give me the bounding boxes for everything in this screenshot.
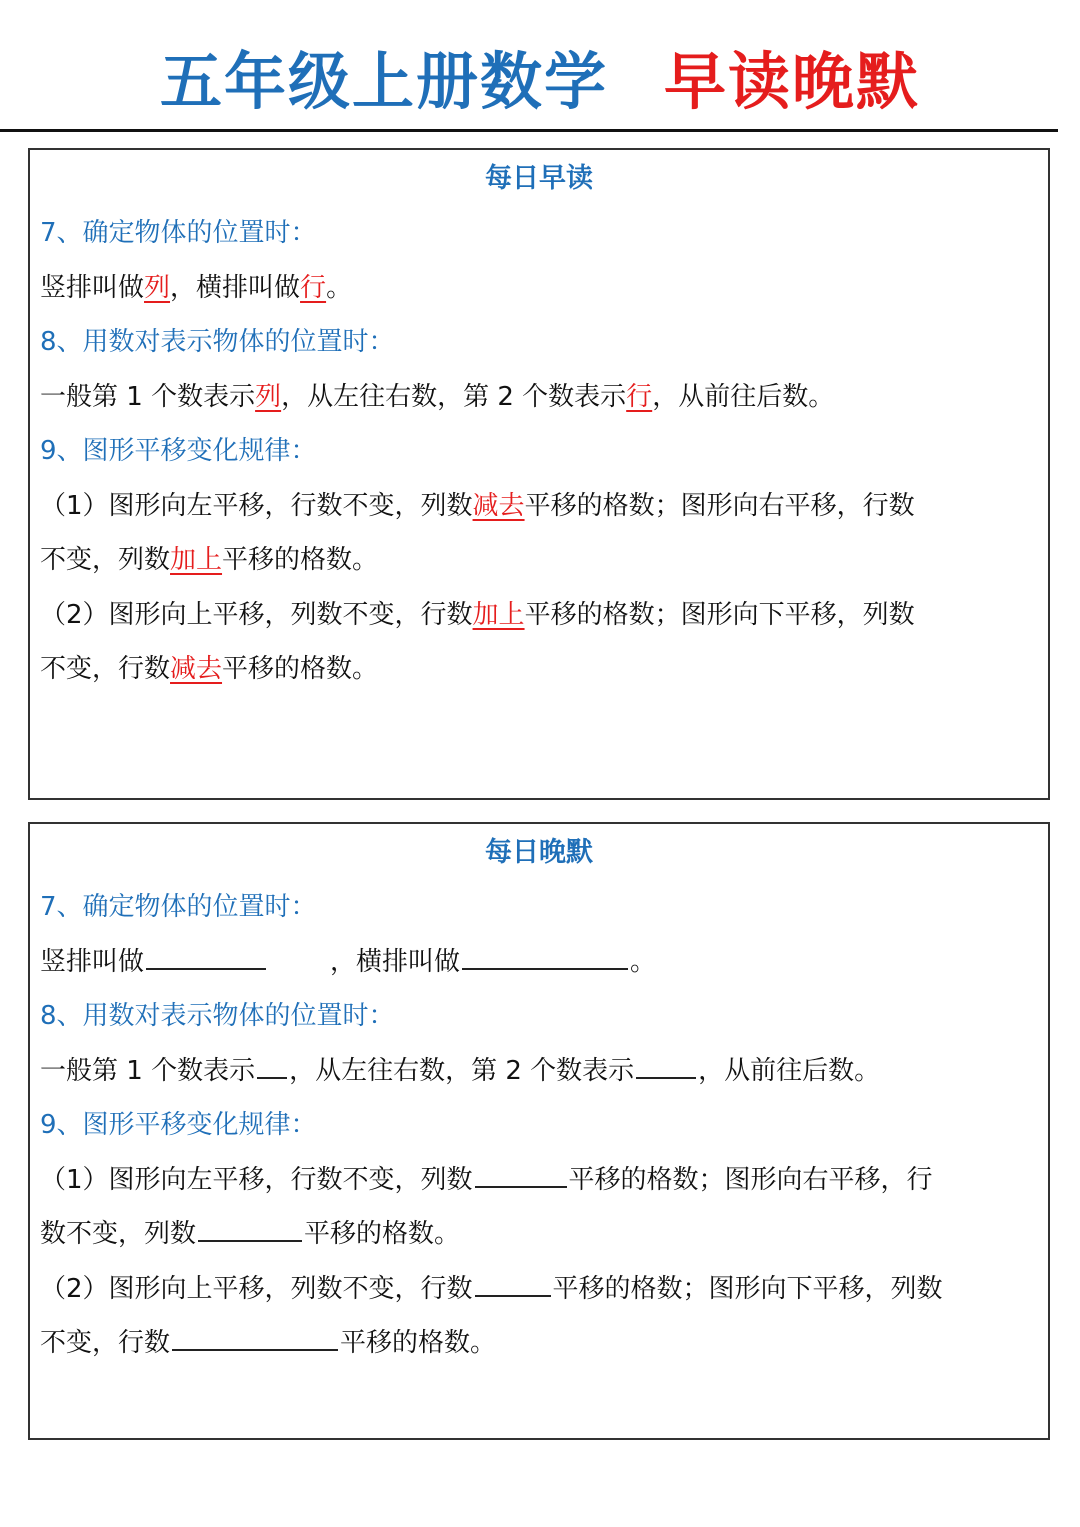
answer-blank[interactable] (198, 1214, 302, 1242)
blank-line-9-2-b (40, 1323, 1040, 1363)
text-segment: 平移的格数。 (222, 545, 379, 575)
blank-line-7 (40, 942, 1040, 982)
answer-9-1-line-2 (40, 540, 1040, 580)
text-segment: （2）图形向上平移，列数不变，行数 (40, 1274, 473, 1304)
text-segment: ，从前往后数。 (698, 1056, 881, 1086)
question-7: 7、确定物体的位置时： (40, 218, 317, 248)
text-segment: 不变，行数 (40, 654, 171, 684)
blank-line-8 (40, 1051, 1040, 1091)
evening-dictation-panel (28, 822, 1050, 1440)
text-segment: 平移的格数；图形向下平移，列数 (524, 600, 915, 630)
title-accent: 早读晚默 (664, 45, 921, 118)
text-segment: 。 (630, 947, 657, 977)
answer-blank[interactable] (172, 1323, 338, 1351)
text-segment: （1）图形向左平移，行数不变，列数 (40, 491, 473, 521)
text-segment: ，横排叫做 (330, 947, 461, 977)
text-segment: 不变，列数 (40, 545, 171, 575)
text-segment: 数不变，列数 (40, 1219, 197, 1249)
answer-9-2-line-1 (40, 595, 1040, 635)
text-segment: 。 (326, 273, 353, 303)
answer-blank[interactable] (257, 1051, 287, 1079)
text-segment: ，横排叫做 (170, 273, 301, 303)
text-segment: 竖排叫做 (40, 947, 145, 977)
text-segment: ，从前往后数。 (652, 382, 835, 412)
text-segment: 竖排叫做 (40, 273, 145, 303)
blank-line-9-1-b (40, 1214, 1040, 1254)
text-segment: 平移的格数。 (304, 1219, 461, 1249)
page-header (0, 0, 1080, 132)
answer-8 (40, 377, 1040, 417)
question-8: 8、用数对表示物体的位置时： (40, 1001, 395, 1031)
text-segment: 平移的格数。 (222, 654, 379, 684)
text-segment: 一般第 1 个数表示 (40, 1056, 256, 1086)
panel-title-morning: 每日早读 (485, 163, 593, 194)
question-8: 8、用数对表示物体的位置时： (40, 327, 395, 357)
text-segment: 不变，行数 (40, 1328, 171, 1358)
answer-9-2-line-2 (40, 649, 1040, 689)
answer-highlight: 列 (144, 273, 171, 303)
blank-line-9-2-a (40, 1269, 1040, 1309)
text-segment: 一般第 1 个数表示 (40, 382, 256, 412)
panel-title-evening: 每日晚默 (485, 837, 593, 868)
question-9: 9、图形平移变化规律： (40, 1110, 317, 1140)
text-segment: 平移的格数；图形向右平移，行数 (524, 491, 915, 521)
answer-9-1-line-1 (40, 486, 1040, 526)
answer-highlight: 减去 (170, 654, 223, 684)
answer-blank[interactable] (475, 1160, 567, 1188)
answer-highlight: 加上 (170, 545, 223, 575)
answer-blank[interactable] (636, 1051, 696, 1079)
answer-highlight: 行 (626, 382, 653, 412)
text-segment: ，从左往右数，第 2 个数表示 (289, 1056, 635, 1086)
answer-highlight: 加上 (472, 600, 525, 630)
header-divider (0, 129, 1058, 132)
question-9: 9、图形平移变化规律： (40, 436, 317, 466)
answer-blank[interactable] (462, 942, 628, 970)
morning-reading-panel (28, 148, 1050, 800)
text-segment: ，从左往右数，第 2 个数表示 (281, 382, 627, 412)
answer-highlight: 行 (300, 273, 327, 303)
text-segment: （1）图形向左平移，行数不变，列数 (40, 1165, 473, 1195)
page-title (0, 42, 1080, 122)
text-segment: （2）图形向上平移，列数不变，行数 (40, 600, 473, 630)
blank-line-9-1-a (40, 1160, 1040, 1200)
text-segment: 平移的格数；图形向右平移，行 (568, 1165, 933, 1195)
question-7: 7、确定物体的位置时： (40, 892, 317, 922)
answer-blank[interactable] (146, 942, 266, 970)
answer-blank[interactable] (475, 1269, 551, 1297)
answer-highlight: 减去 (472, 491, 525, 521)
text-segment: 平移的格数。 (340, 1328, 497, 1358)
answer-7 (40, 268, 1040, 308)
answer-highlight: 列 (255, 382, 282, 412)
text-segment: 平移的格数；图形向下平移，列数 (552, 1274, 943, 1304)
title-main: 五年级上册数学 (159, 45, 608, 118)
